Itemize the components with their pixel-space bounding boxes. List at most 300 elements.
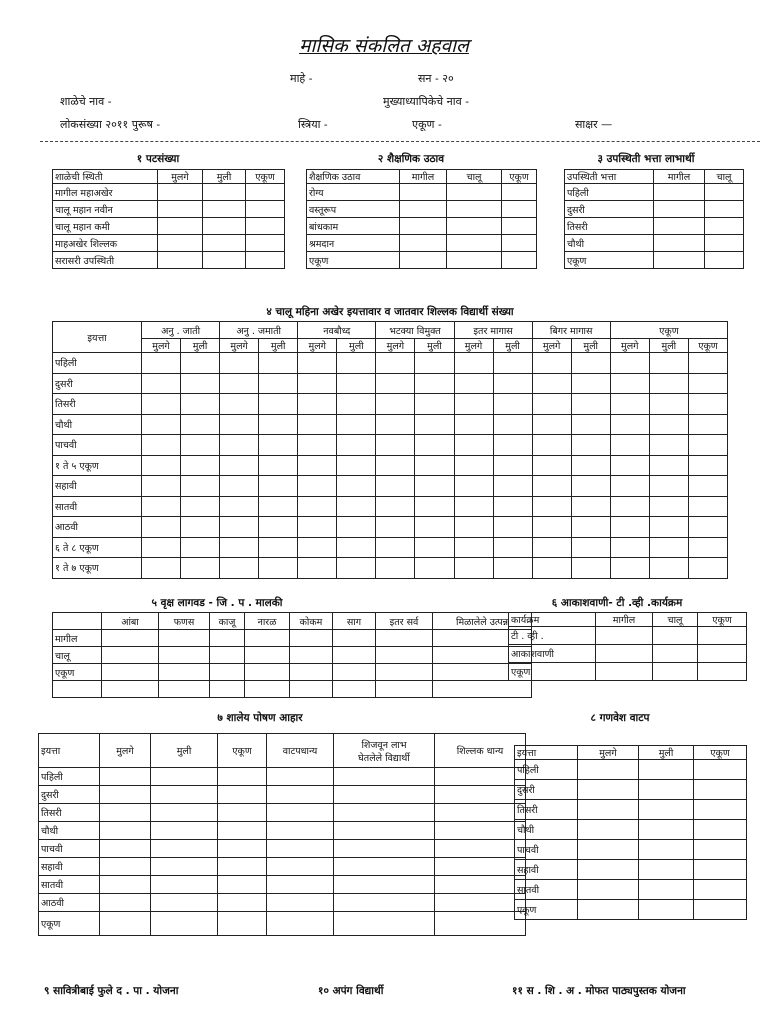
input-cell[interactable] <box>415 373 454 394</box>
input-cell[interactable] <box>571 353 610 374</box>
input-cell[interactable] <box>259 496 298 517</box>
input-cell[interactable] <box>181 496 220 517</box>
input-cell[interactable] <box>298 517 337 538</box>
input-cell[interactable] <box>158 201 203 218</box>
input-cell[interactable] <box>571 373 610 394</box>
input-cell[interactable] <box>688 455 727 476</box>
input-cell[interactable] <box>259 517 298 538</box>
input-cell[interactable] <box>181 435 220 456</box>
input-cell[interactable] <box>246 218 285 235</box>
input-cell[interactable] <box>694 820 747 840</box>
input-cell[interactable] <box>142 394 181 415</box>
input-cell[interactable] <box>571 414 610 435</box>
input-cell[interactable] <box>435 876 526 894</box>
input-cell[interactable] <box>649 517 688 538</box>
input-cell[interactable] <box>454 558 493 579</box>
input-cell[interactable] <box>502 218 537 235</box>
input-cell[interactable] <box>334 822 435 840</box>
input-cell[interactable] <box>218 858 267 876</box>
input-cell[interactable] <box>502 201 537 218</box>
input-cell[interactable] <box>454 476 493 497</box>
input-cell[interactable] <box>220 373 259 394</box>
input-cell[interactable] <box>415 476 454 497</box>
input-cell[interactable] <box>493 558 532 579</box>
input-cell[interactable] <box>415 537 454 558</box>
input-cell[interactable] <box>259 455 298 476</box>
input-cell[interactable] <box>532 414 571 435</box>
input-cell[interactable] <box>532 517 571 538</box>
input-cell[interactable] <box>220 394 259 415</box>
input-cell[interactable] <box>493 537 532 558</box>
input-cell[interactable] <box>578 880 639 900</box>
input-cell[interactable] <box>334 804 435 822</box>
input-cell[interactable] <box>298 476 337 497</box>
input-cell[interactable] <box>159 664 210 681</box>
input-cell[interactable] <box>610 373 649 394</box>
input-cell[interactable] <box>259 414 298 435</box>
input-cell[interactable] <box>259 435 298 456</box>
input-cell[interactable] <box>649 394 688 415</box>
input-cell[interactable] <box>100 822 151 840</box>
input-cell[interactable] <box>334 786 435 804</box>
input-cell[interactable] <box>142 537 181 558</box>
input-cell[interactable] <box>610 558 649 579</box>
input-cell[interactable] <box>181 414 220 435</box>
input-cell[interactable] <box>290 647 333 664</box>
input-cell[interactable] <box>290 630 333 647</box>
input-cell[interactable] <box>705 201 744 218</box>
input-cell[interactable] <box>220 353 259 374</box>
input-cell[interactable] <box>210 664 245 681</box>
input-cell[interactable] <box>493 517 532 538</box>
input-cell[interactable] <box>639 820 694 840</box>
input-cell[interactable] <box>102 681 159 698</box>
input-cell[interactable] <box>400 235 447 252</box>
input-cell[interactable] <box>142 455 181 476</box>
input-cell[interactable] <box>688 394 727 415</box>
input-cell[interactable] <box>245 664 290 681</box>
input-cell[interactable] <box>649 537 688 558</box>
input-cell[interactable] <box>532 558 571 579</box>
input-cell[interactable] <box>571 517 610 538</box>
input-cell[interactable] <box>298 353 337 374</box>
input-cell[interactable] <box>435 804 526 822</box>
input-cell[interactable] <box>578 900 639 920</box>
input-cell[interactable] <box>639 840 694 860</box>
input-cell[interactable] <box>571 455 610 476</box>
input-cell[interactable] <box>334 912 435 936</box>
input-cell[interactable] <box>447 201 502 218</box>
input-cell[interactable] <box>151 768 218 786</box>
input-cell[interactable] <box>100 858 151 876</box>
input-cell[interactable] <box>376 435 415 456</box>
input-cell[interactable] <box>596 627 653 645</box>
input-cell[interactable] <box>502 252 537 269</box>
input-cell[interactable] <box>151 894 218 912</box>
input-cell[interactable] <box>218 876 267 894</box>
input-cell[interactable] <box>298 373 337 394</box>
input-cell[interactable] <box>334 894 435 912</box>
input-cell[interactable] <box>159 647 210 664</box>
input-cell[interactable] <box>649 414 688 435</box>
input-cell[interactable] <box>181 476 220 497</box>
input-cell[interactable] <box>220 496 259 517</box>
input-cell[interactable] <box>493 414 532 435</box>
input-cell[interactable] <box>493 496 532 517</box>
input-cell[interactable] <box>333 664 376 681</box>
input-cell[interactable] <box>532 476 571 497</box>
input-cell[interactable] <box>337 435 376 456</box>
input-cell[interactable] <box>210 630 245 647</box>
input-cell[interactable] <box>435 786 526 804</box>
input-cell[interactable] <box>532 394 571 415</box>
input-cell[interactable] <box>376 558 415 579</box>
input-cell[interactable] <box>653 627 698 645</box>
input-cell[interactable] <box>337 558 376 579</box>
input-cell[interactable] <box>267 768 334 786</box>
input-cell[interactable] <box>571 394 610 415</box>
input-cell[interactable] <box>181 455 220 476</box>
input-cell[interactable] <box>698 663 747 681</box>
input-cell[interactable] <box>298 414 337 435</box>
input-cell[interactable] <box>181 373 220 394</box>
input-cell[interactable] <box>639 860 694 880</box>
input-cell[interactable] <box>337 394 376 415</box>
input-cell[interactable] <box>654 235 705 252</box>
input-cell[interactable] <box>694 840 747 860</box>
input-cell[interactable] <box>454 517 493 538</box>
input-cell[interactable] <box>337 373 376 394</box>
input-cell[interactable] <box>639 880 694 900</box>
input-cell[interactable] <box>698 645 747 663</box>
input-cell[interactable] <box>267 876 334 894</box>
input-cell[interactable] <box>158 235 203 252</box>
input-cell[interactable] <box>100 876 151 894</box>
input-cell[interactable] <box>151 840 218 858</box>
input-cell[interactable] <box>649 496 688 517</box>
input-cell[interactable] <box>649 455 688 476</box>
input-cell[interactable] <box>376 647 433 664</box>
input-cell[interactable] <box>493 373 532 394</box>
input-cell[interactable] <box>298 394 337 415</box>
input-cell[interactable] <box>415 496 454 517</box>
input-cell[interactable] <box>705 218 744 235</box>
input-cell[interactable] <box>532 435 571 456</box>
input-cell[interactable] <box>151 858 218 876</box>
input-cell[interactable] <box>337 414 376 435</box>
input-cell[interactable] <box>100 912 151 936</box>
input-cell[interactable] <box>337 353 376 374</box>
input-cell[interactable] <box>400 201 447 218</box>
input-cell[interactable] <box>649 558 688 579</box>
input-cell[interactable] <box>100 786 151 804</box>
input-cell[interactable] <box>376 517 415 538</box>
input-cell[interactable] <box>610 517 649 538</box>
input-cell[interactable] <box>218 912 267 936</box>
input-cell[interactable] <box>532 373 571 394</box>
input-cell[interactable] <box>435 768 526 786</box>
input-cell[interactable] <box>220 476 259 497</box>
input-cell[interactable] <box>334 768 435 786</box>
input-cell[interactable] <box>578 840 639 860</box>
input-cell[interactable] <box>454 455 493 476</box>
input-cell[interactable] <box>158 252 203 269</box>
input-cell[interactable] <box>218 786 267 804</box>
input-cell[interactable] <box>259 353 298 374</box>
input-cell[interactable] <box>246 235 285 252</box>
input-cell[interactable] <box>267 786 334 804</box>
input-cell[interactable] <box>578 820 639 840</box>
input-cell[interactable] <box>532 496 571 517</box>
input-cell[interactable] <box>447 218 502 235</box>
input-cell[interactable] <box>158 184 203 201</box>
input-cell[interactable] <box>571 476 610 497</box>
input-cell[interactable] <box>415 435 454 456</box>
input-cell[interactable] <box>218 840 267 858</box>
input-cell[interactable] <box>578 800 639 820</box>
input-cell[interactable] <box>298 558 337 579</box>
input-cell[interactable] <box>639 800 694 820</box>
input-cell[interactable] <box>334 858 435 876</box>
input-cell[interactable] <box>151 912 218 936</box>
input-cell[interactable] <box>610 496 649 517</box>
input-cell[interactable] <box>245 647 290 664</box>
input-cell[interactable] <box>333 681 376 698</box>
input-cell[interactable] <box>532 455 571 476</box>
input-cell[interactable] <box>142 373 181 394</box>
input-cell[interactable] <box>151 804 218 822</box>
input-cell[interactable] <box>298 537 337 558</box>
input-cell[interactable] <box>639 760 694 780</box>
input-cell[interactable] <box>220 455 259 476</box>
input-cell[interactable] <box>610 353 649 374</box>
input-cell[interactable] <box>203 218 246 235</box>
input-cell[interactable] <box>203 184 246 201</box>
input-cell[interactable] <box>376 476 415 497</box>
input-cell[interactable] <box>181 558 220 579</box>
input-cell[interactable] <box>218 894 267 912</box>
input-cell[interactable] <box>181 394 220 415</box>
input-cell[interactable] <box>435 912 526 936</box>
input-cell[interactable] <box>102 647 159 664</box>
input-cell[interactable] <box>694 800 747 820</box>
input-cell[interactable] <box>102 664 159 681</box>
input-cell[interactable] <box>142 414 181 435</box>
input-cell[interactable] <box>267 858 334 876</box>
input-cell[interactable] <box>102 630 159 647</box>
input-cell[interactable] <box>218 822 267 840</box>
input-cell[interactable] <box>415 353 454 374</box>
input-cell[interactable] <box>610 476 649 497</box>
input-cell[interactable] <box>654 218 705 235</box>
input-cell[interactable] <box>454 414 493 435</box>
input-cell[interactable] <box>259 394 298 415</box>
input-cell[interactable] <box>151 786 218 804</box>
input-cell[interactable] <box>694 900 747 920</box>
input-cell[interactable] <box>267 840 334 858</box>
input-cell[interactable] <box>447 184 502 201</box>
input-cell[interactable] <box>337 455 376 476</box>
input-cell[interactable] <box>376 353 415 374</box>
input-cell[interactable] <box>493 353 532 374</box>
input-cell[interactable] <box>415 517 454 538</box>
input-cell[interactable] <box>298 455 337 476</box>
input-cell[interactable] <box>376 537 415 558</box>
input-cell[interactable] <box>532 537 571 558</box>
input-cell[interactable] <box>246 184 285 201</box>
input-cell[interactable] <box>415 414 454 435</box>
input-cell[interactable] <box>220 414 259 435</box>
input-cell[interactable] <box>705 252 744 269</box>
input-cell[interactable] <box>267 894 334 912</box>
input-cell[interactable] <box>433 681 532 698</box>
input-cell[interactable] <box>245 681 290 698</box>
input-cell[interactable] <box>454 394 493 415</box>
input-cell[interactable] <box>203 252 246 269</box>
input-cell[interactable] <box>688 414 727 435</box>
input-cell[interactable] <box>203 235 246 252</box>
input-cell[interactable] <box>649 435 688 456</box>
input-cell[interactable] <box>639 900 694 920</box>
input-cell[interactable] <box>298 435 337 456</box>
input-cell[interactable] <box>142 517 181 538</box>
input-cell[interactable] <box>415 558 454 579</box>
input-cell[interactable] <box>159 630 210 647</box>
input-cell[interactable] <box>688 517 727 538</box>
input-cell[interactable] <box>447 252 502 269</box>
input-cell[interactable] <box>610 435 649 456</box>
input-cell[interactable] <box>400 218 447 235</box>
input-cell[interactable] <box>181 517 220 538</box>
input-cell[interactable] <box>220 558 259 579</box>
input-cell[interactable] <box>578 860 639 880</box>
input-cell[interactable] <box>653 663 698 681</box>
input-cell[interactable] <box>376 455 415 476</box>
input-cell[interactable] <box>151 822 218 840</box>
input-cell[interactable] <box>290 664 333 681</box>
input-cell[interactable] <box>705 235 744 252</box>
input-cell[interactable] <box>435 840 526 858</box>
input-cell[interactable] <box>610 394 649 415</box>
input-cell[interactable] <box>698 627 747 645</box>
input-cell[interactable] <box>246 201 285 218</box>
input-cell[interactable] <box>435 858 526 876</box>
input-cell[interactable] <box>454 496 493 517</box>
input-cell[interactable] <box>596 663 653 681</box>
input-cell[interactable] <box>415 455 454 476</box>
input-cell[interactable] <box>654 201 705 218</box>
input-cell[interactable] <box>688 496 727 517</box>
input-cell[interactable] <box>447 235 502 252</box>
input-cell[interactable] <box>376 664 433 681</box>
input-cell[interactable] <box>571 558 610 579</box>
input-cell[interactable] <box>259 537 298 558</box>
input-cell[interactable] <box>649 476 688 497</box>
input-cell[interactable] <box>337 517 376 538</box>
input-cell[interactable] <box>688 353 727 374</box>
input-cell[interactable] <box>334 840 435 858</box>
input-cell[interactable] <box>571 496 610 517</box>
input-cell[interactable] <box>376 373 415 394</box>
input-cell[interactable] <box>220 537 259 558</box>
input-cell[interactable] <box>142 435 181 456</box>
input-cell[interactable] <box>596 645 653 663</box>
input-cell[interactable] <box>694 780 747 800</box>
input-cell[interactable] <box>218 804 267 822</box>
input-cell[interactable] <box>376 681 433 698</box>
input-cell[interactable] <box>454 537 493 558</box>
input-cell[interactable] <box>337 496 376 517</box>
input-cell[interactable] <box>688 435 727 456</box>
input-cell[interactable] <box>435 822 526 840</box>
input-cell[interactable] <box>654 252 705 269</box>
input-cell[interactable] <box>654 184 705 201</box>
input-cell[interactable] <box>337 537 376 558</box>
input-cell[interactable] <box>337 476 376 497</box>
input-cell[interactable] <box>100 768 151 786</box>
input-cell[interactable] <box>649 373 688 394</box>
input-cell[interactable] <box>142 353 181 374</box>
input-cell[interactable] <box>435 894 526 912</box>
input-cell[interactable] <box>688 373 727 394</box>
input-cell[interactable] <box>218 768 267 786</box>
input-cell[interactable] <box>203 201 246 218</box>
input-cell[interactable] <box>571 435 610 456</box>
input-cell[interactable] <box>502 235 537 252</box>
input-cell[interactable] <box>610 414 649 435</box>
input-cell[interactable] <box>333 647 376 664</box>
input-cell[interactable] <box>259 476 298 497</box>
input-cell[interactable] <box>100 804 151 822</box>
input-cell[interactable] <box>245 630 290 647</box>
input-cell[interactable] <box>400 184 447 201</box>
input-cell[interactable] <box>220 517 259 538</box>
input-cell[interactable] <box>376 414 415 435</box>
input-cell[interactable] <box>705 184 744 201</box>
input-cell[interactable] <box>493 394 532 415</box>
input-cell[interactable] <box>181 353 220 374</box>
input-cell[interactable] <box>158 218 203 235</box>
input-cell[interactable] <box>454 373 493 394</box>
input-cell[interactable] <box>376 496 415 517</box>
input-cell[interactable] <box>493 455 532 476</box>
input-cell[interactable] <box>694 760 747 780</box>
input-cell[interactable] <box>259 558 298 579</box>
input-cell[interactable] <box>334 876 435 894</box>
input-cell[interactable] <box>159 681 210 698</box>
input-cell[interactable] <box>298 496 337 517</box>
input-cell[interactable] <box>267 822 334 840</box>
input-cell[interactable] <box>142 558 181 579</box>
input-cell[interactable] <box>210 647 245 664</box>
input-cell[interactable] <box>267 912 334 936</box>
input-cell[interactable] <box>246 252 285 269</box>
input-cell[interactable] <box>100 840 151 858</box>
input-cell[interactable] <box>400 252 447 269</box>
input-cell[interactable] <box>610 537 649 558</box>
input-cell[interactable] <box>578 780 639 800</box>
input-cell[interactable] <box>578 760 639 780</box>
input-cell[interactable] <box>267 804 334 822</box>
input-cell[interactable] <box>210 681 245 698</box>
input-cell[interactable] <box>502 184 537 201</box>
input-cell[interactable] <box>142 496 181 517</box>
input-cell[interactable] <box>415 394 454 415</box>
input-cell[interactable] <box>571 537 610 558</box>
input-cell[interactable] <box>493 435 532 456</box>
input-cell[interactable] <box>532 353 571 374</box>
input-cell[interactable] <box>493 476 532 497</box>
